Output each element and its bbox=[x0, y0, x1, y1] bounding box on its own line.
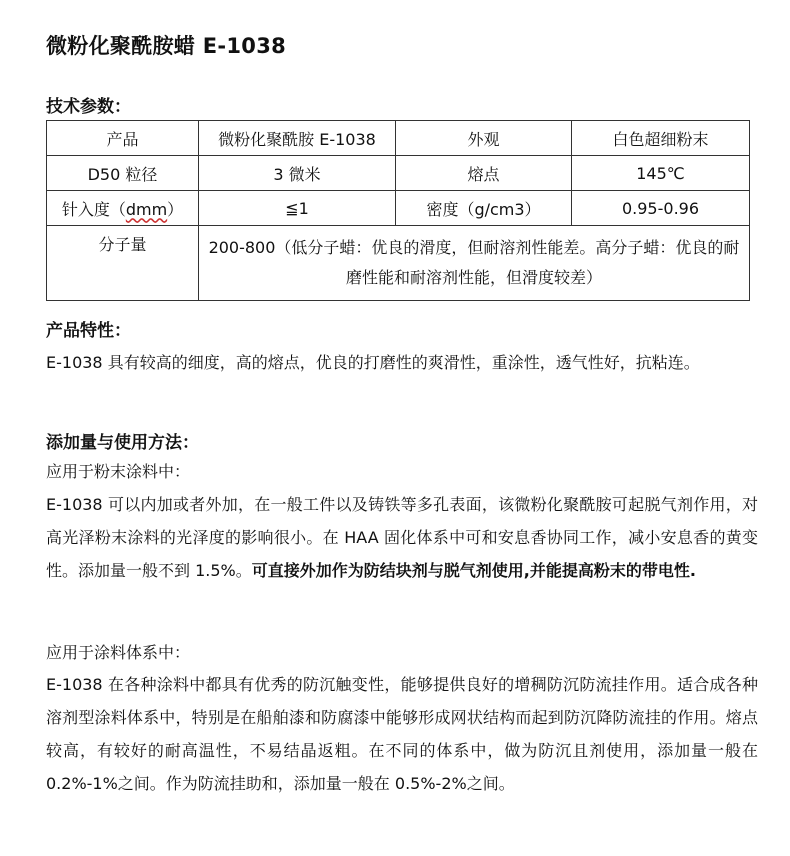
usage-heading: 添加量与使用方法： bbox=[46, 433, 199, 453]
table-row bbox=[47, 191, 750, 226]
spec-label-appearance: 外观 bbox=[396, 121, 572, 156]
tech-params-heading: 技术参数： bbox=[46, 97, 131, 117]
features-heading: 产品特性： bbox=[46, 321, 131, 341]
spec-label-product: 产品 bbox=[47, 121, 199, 156]
penetration-unit: dmm bbox=[125, 199, 168, 219]
table-row bbox=[47, 121, 750, 156]
penetration-label-suffix: ） bbox=[167, 199, 184, 219]
spec-label-density: 密度（g/cm3） bbox=[396, 191, 572, 226]
table-row bbox=[47, 226, 750, 301]
spec-label-penetration bbox=[47, 191, 199, 226]
penetration-label-prefix: 针入度（ bbox=[61, 199, 126, 219]
spec-table bbox=[46, 120, 750, 301]
spec-value-melting-point: 145℃ bbox=[572, 156, 750, 191]
table-row bbox=[47, 156, 750, 191]
coating-text: E-1038 在各种涂料中都具有优秀的防沉触变性，能够提供良好的增稠防沉防流挂作用。适合成各种溶剂型涂料体系中，特别是在船舶漆和防腐漆中能够形成网状结构而起到防沉降防流挂的作用。熔点较高，有较好的耐高温性，不易结晶返粗。在不同的体系中，做为防沉且剂使用，添加量一般在 0.2%-1%之间。作为防流挂助和，添加量一般在 0.5%-2%之间。 bbox=[46, 675, 758, 793]
powder-text-bold: 可直接外加作为防结块剂与脱气剂使用,并能提高粉末的带电性. bbox=[251, 561, 696, 580]
page-title: 微粉化聚酰胺蜡 E-1038 bbox=[46, 34, 287, 58]
spec-value-molecular-weight: 200-800（低分子蜡：优良的滑度，但耐溶剂性能差。高分子蜡：优良的耐磨性能和耐溶剂性能，但滑度较差） bbox=[199, 226, 750, 301]
spec-value-penetration: ≦1 bbox=[199, 191, 396, 226]
coating-subheading: 应用于涂料体系中： bbox=[46, 643, 191, 662]
spec-value-density: 0.95-0.96 bbox=[572, 191, 750, 226]
powder-text-body: E-1038 可以内加或者外加，在一般工件以及铸铁等多孔表面，该微粉化聚酰胺可起脱气剂作用，对高光泽粉末涂料的光泽度的影响很小。在 HAA 固化体系中可和安息香协同工作，减小安息香的黄变性。添加量一般不到 1.5%。 bbox=[46, 495, 758, 580]
spec-value-particle-size: 3 微米 bbox=[199, 156, 396, 191]
features-text: E-1038 具有较高的细度，高的熔点，优良的打磨性的爽滑性，重涂性，透气性好，抗粘连。 bbox=[46, 353, 700, 372]
spec-label-melting-point: 熔点 bbox=[396, 156, 572, 191]
spec-label-particle-size: D50 粒径 bbox=[47, 156, 199, 191]
powder-text bbox=[46, 488, 758, 587]
spec-value-product: 微粉化聚酰胺 E-1038 bbox=[199, 121, 396, 156]
powder-subheading: 应用于粉末涂料中： bbox=[46, 462, 191, 481]
spec-value-appearance: 白色超细粉末 bbox=[572, 121, 750, 156]
spec-label-molecular-weight: 分子量 bbox=[47, 226, 199, 301]
